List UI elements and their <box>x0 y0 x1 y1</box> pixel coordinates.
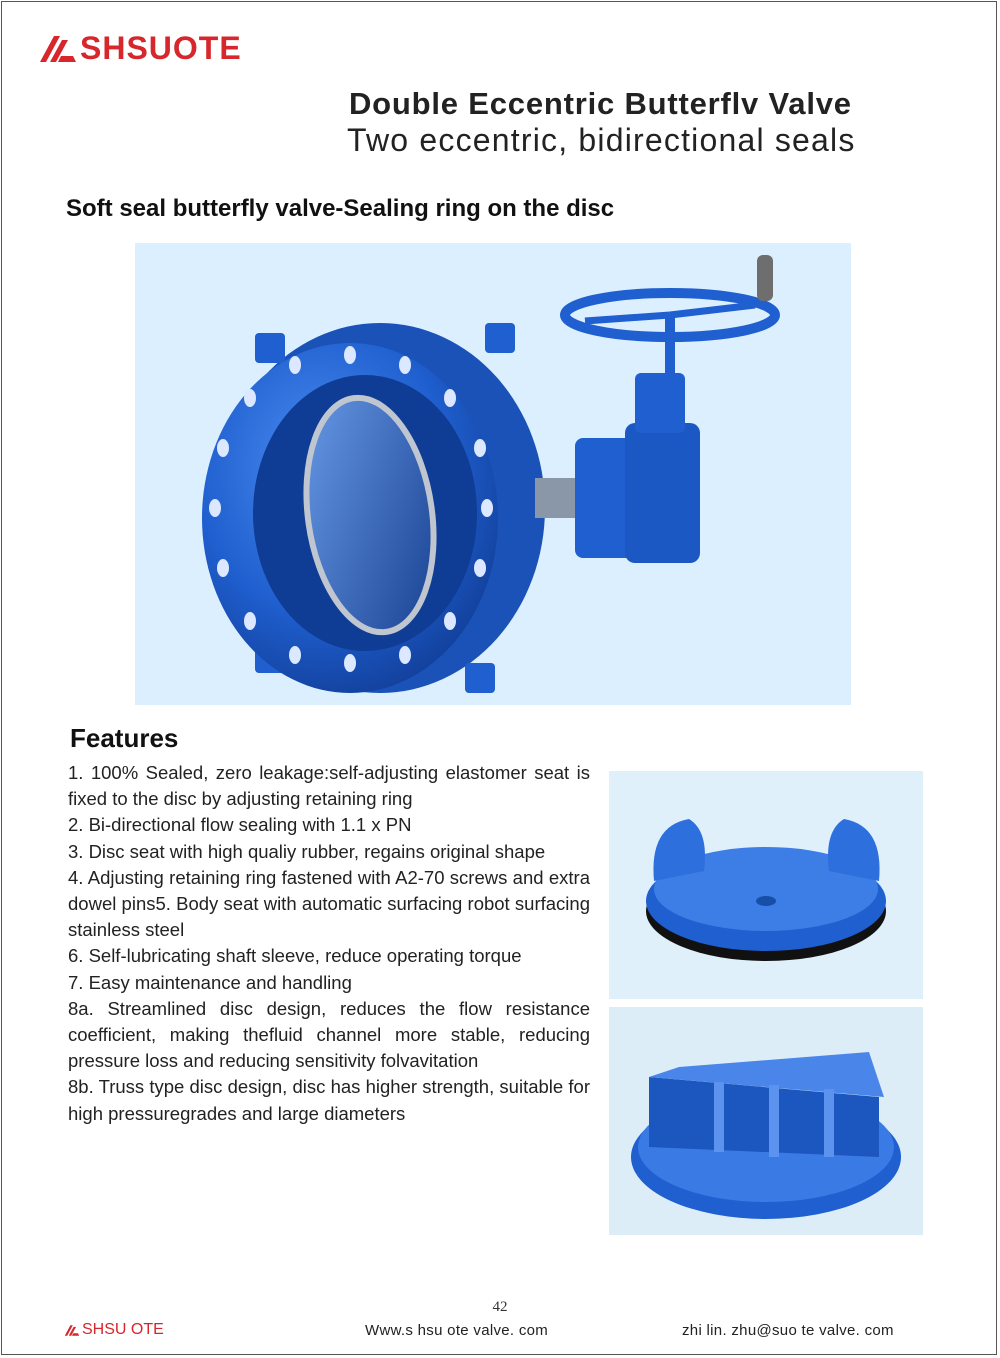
logo-text: SHSUOTE <box>80 30 242 66</box>
feature-item: 4. Adjusting retaining ring fastened with A2-70 screws and extra dowel pins5. Body seat with automatic surfacing robot surfacing stainless steel <box>68 866 590 941</box>
page-subtitle: Two eccentric, bidirectional seals <box>347 122 856 158</box>
feature-item: 2. Bi-directional flow sealing with 1.1 x PN <box>68 814 412 836</box>
butterfly-valve-photo <box>135 243 851 705</box>
feature-item: 8a. Streamlined disc design, reduces the flow resistance coefficient, making thefluid channel more stable, reducing pressure loss and reducing sensitivity folvavitation <box>68 997 590 1072</box>
features-list <box>68 760 590 1127</box>
footer-email-link[interactable]: zhi lin. zhu@suo te valve. com <box>682 1322 894 1339</box>
footer-brand <box>64 1321 164 1339</box>
feature-item: 6. Self-lubricating shaft sleeve, reduce operating torque <box>68 945 522 967</box>
disc-photo-streamlined <box>609 771 923 999</box>
brand-logo <box>38 30 242 67</box>
feature-item: 1. 100% Sealed, zero leakage:self-adjusting elastomer seat is fixed to the disc by adjusting retaining ring <box>68 762 590 810</box>
feature-item: 7. Easy maintenance and handling <box>68 971 352 993</box>
logo-mark-icon <box>64 1324 80 1337</box>
page-title: Double Eccentric Butterflv Valve <box>349 86 852 121</box>
feature-item: 3. Disc seat with high qualiy rubber, regains original shape <box>68 840 546 862</box>
feature-item: 8b. Truss type disc design, disc has higher strength, suitable for high pressuregrades and large diameters <box>68 1076 590 1124</box>
footer-website-link[interactable]: Www.s hsu ote valve. com <box>365 1322 549 1339</box>
features-heading: Features <box>70 723 179 753</box>
section-heading: Soft seal butterfly valve-Sealing ring on the disc <box>66 195 615 222</box>
disc-photo-truss <box>609 1007 923 1235</box>
footer-brand-text: SHSU OTE <box>82 1321 164 1338</box>
logo-mark-icon <box>38 34 78 64</box>
page-number: 42 <box>492 1299 508 1315</box>
